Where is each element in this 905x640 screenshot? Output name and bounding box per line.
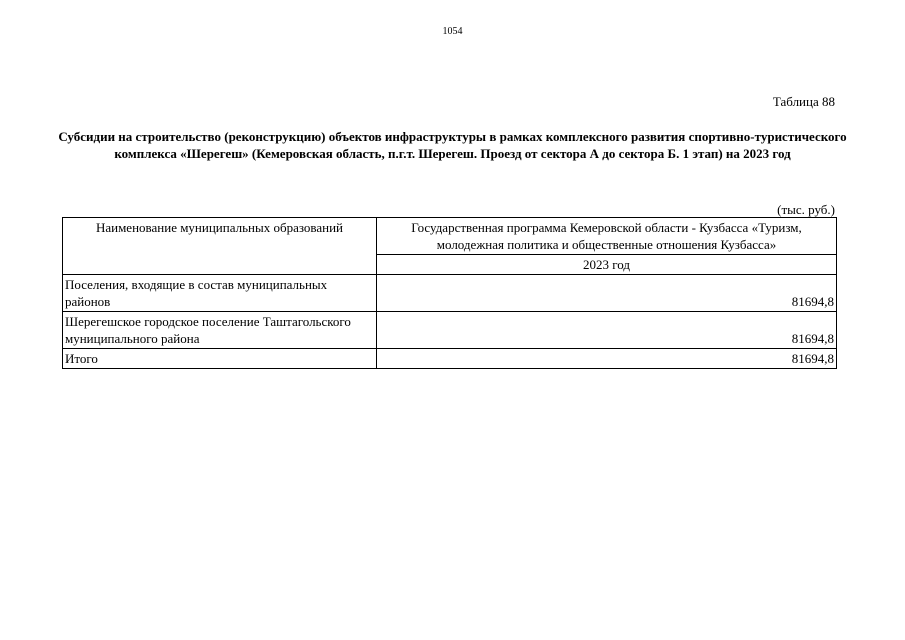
header-row [63, 218, 837, 255]
header-year: 2023 год [377, 255, 837, 275]
units-label: (тыс. руб.) [777, 202, 835, 217]
page-number: 1054 [442, 26, 463, 37]
header-program: Государственная программа Кемеровской области - Кузбасса «Туризм, молодежная политика и общественные отношения Кузбасса» [377, 218, 837, 255]
header-municipality: Наименование муниципальных образований [63, 218, 377, 275]
subsidy-table [62, 217, 837, 369]
table-label: Таблица 88 [772, 94, 835, 109]
row-value: 81694,8 [377, 275, 837, 312]
table-row [63, 312, 837, 349]
row-name: Поселения, входящие в состав муниципальных районов [63, 275, 377, 312]
document-title: Субсидии на строительство (реконструкцию) объектов инфраструктуры в рамках комплексного развития спортивно-туристического комплекса «Шерегеш» (Кемеровская область, п.г.т. Шерегеш. Проезд от сектора А до сектора Б. 1 этап) на 2023 год [58, 129, 847, 161]
total-value: 81694,8 [377, 349, 837, 369]
row-name: Шерегешское городское поселение Таштагольского муниципального района [63, 312, 377, 349]
row-value: 81694,8 [377, 312, 837, 349]
table-row-total [63, 349, 837, 369]
table-row [63, 275, 837, 312]
total-label: Итого [63, 349, 377, 369]
